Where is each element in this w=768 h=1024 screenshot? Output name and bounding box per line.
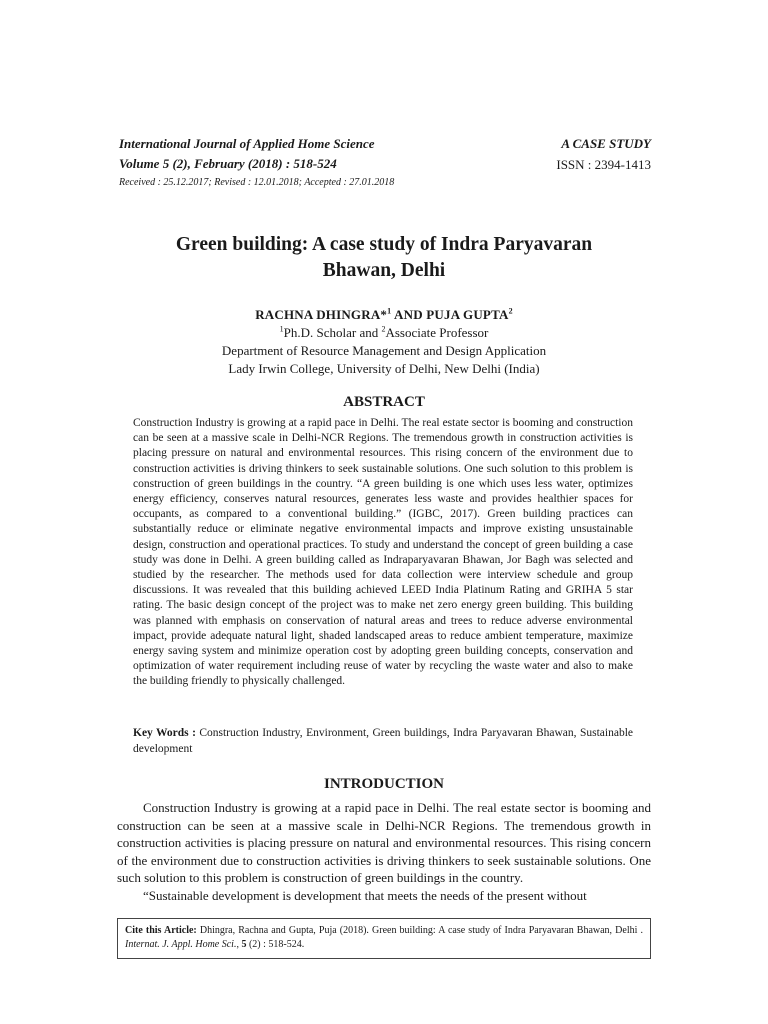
paper-title — [84, 232, 684, 284]
article-type: A CASE STUDY — [561, 136, 651, 151]
role-2: Associate Professor — [385, 325, 489, 340]
citation-sep: , — [236, 939, 242, 950]
keywords — [133, 725, 633, 757]
author-2: PUJA GUPTA — [426, 307, 509, 322]
author-and: AND — [391, 307, 427, 322]
received-dates: Received : 25.12.2017; Revised : 12.01.2018; Accepted : 27.01.2018 — [119, 177, 395, 188]
author-block — [84, 306, 684, 378]
paper-title-line2: Bhawan, Delhi — [322, 260, 446, 281]
introduction-heading: INTRODUCTION — [323, 776, 444, 792]
author-1-sup: 1 — [387, 306, 392, 316]
affiliation-college: Lady Irwin College, University of Delhi, New Delhi (India) — [228, 361, 540, 376]
affiliation-department: Department of Resource Management and Design Application — [221, 343, 547, 358]
introduction-paragraph-2: “Sustainable development is development that meets the needs of the present without — [143, 887, 587, 903]
introduction-body — [117, 799, 651, 905]
issn: ISSN : 2394-1413 — [556, 157, 651, 172]
citation-volume: 5 — [241, 939, 247, 950]
citation-text-1: Dhingra, Rachna and Gupta, Puja (2018). Green building: A case study of Indra Paryavaran Bhawan, Delhi . — [199, 925, 643, 936]
paper-title-line1: Green building: A case study of Indra Paryavaran — [175, 234, 593, 255]
author-names — [84, 306, 684, 324]
role-1-sup: 1 — [279, 324, 284, 334]
citation-label: Cite this Article: — [125, 925, 200, 936]
journal-name: International Journal of Applied Home Science — [119, 136, 375, 151]
role-1: Ph.D. Scholar and — [283, 325, 382, 340]
keywords-label: Key Words : — [133, 727, 200, 739]
introduction-paragraph-1: Construction Industry is growing at a rapid pace in Delhi. The real estate sector is booming and construction can be seen at a massive scale in Delhi-NCR Regions. The tremendous growth in construction activities is placing pressure on natural and environmental resources. This rising concern of the environment due to construction activities is driving thinkers to seek sustainable solutions. One such solution to this problem is construction of green buildings in the country. — [117, 800, 651, 886]
citation-journal: Internat. J. Appl. Home Sci. — [125, 939, 237, 950]
role-2-sup: 2 — [381, 324, 386, 334]
author-1: RACHNA DHINGRA* — [255, 307, 388, 322]
citation-box — [117, 918, 651, 959]
keywords-text: Construction Industry, Environment, Green buildings, Indra Paryavaran Bhawan, Sustainable development — [133, 727, 633, 755]
abstract-heading: ABSTRACT — [343, 394, 425, 410]
author-roles — [84, 324, 684, 342]
abstract-text: Construction Industry is growing at a rapid pace in Delhi. The real estate sector is booming and construction can be seen at a massive scale in Delhi-NCR Regions. The tremendous growth in construction activities is placing pressure on natural and environmental resources. This rising concern of the environment due to construction activities is driving thinkers to seek sustainable solutions. One such solution to this problem is construction of green buildings in the country. “A green building is one which uses less water, optimizes energy efficiency, conserves natural resources, generates less waste and provides healthier spaces for occupants, as compared to a conventional building.” (IGBC, 2017). Green building practices can substantially reduce or eliminate negative environmental impacts and improve existing unsustainable design, construction and operational practices. To study and understand the concept of green building a case study was done in Delhi. A green building called as Indraparyavaran Bhawan, Jor Bagh was selected and studied by the researcher. The methods used for data collection were interview schedule and group discussions. It was revealed that this building achieved LEED India Platinum Rating and GRIHA 5 star rating. The basic design concept of the project was to make net zero energy green building. This building was planned with emphasis on conservation of natural areas and trees to reduce adverse environmental impact, provide adequate natural light, shaded landscaped areas to reduce ambient temperature, maximize energy saving system and minimize operation cost by adopting green building concepts, conservation and optimization of water requirement including reuse of water by recycling the waste water and also to make the building friendly to physically challenged. — [133, 417, 633, 688]
author-2-sup: 2 — [508, 306, 513, 316]
journal-volume: Volume 5 (2), February (2018) : 518-524 — [119, 156, 337, 171]
citation-text-2: (2) : 518-524. — [246, 939, 305, 950]
